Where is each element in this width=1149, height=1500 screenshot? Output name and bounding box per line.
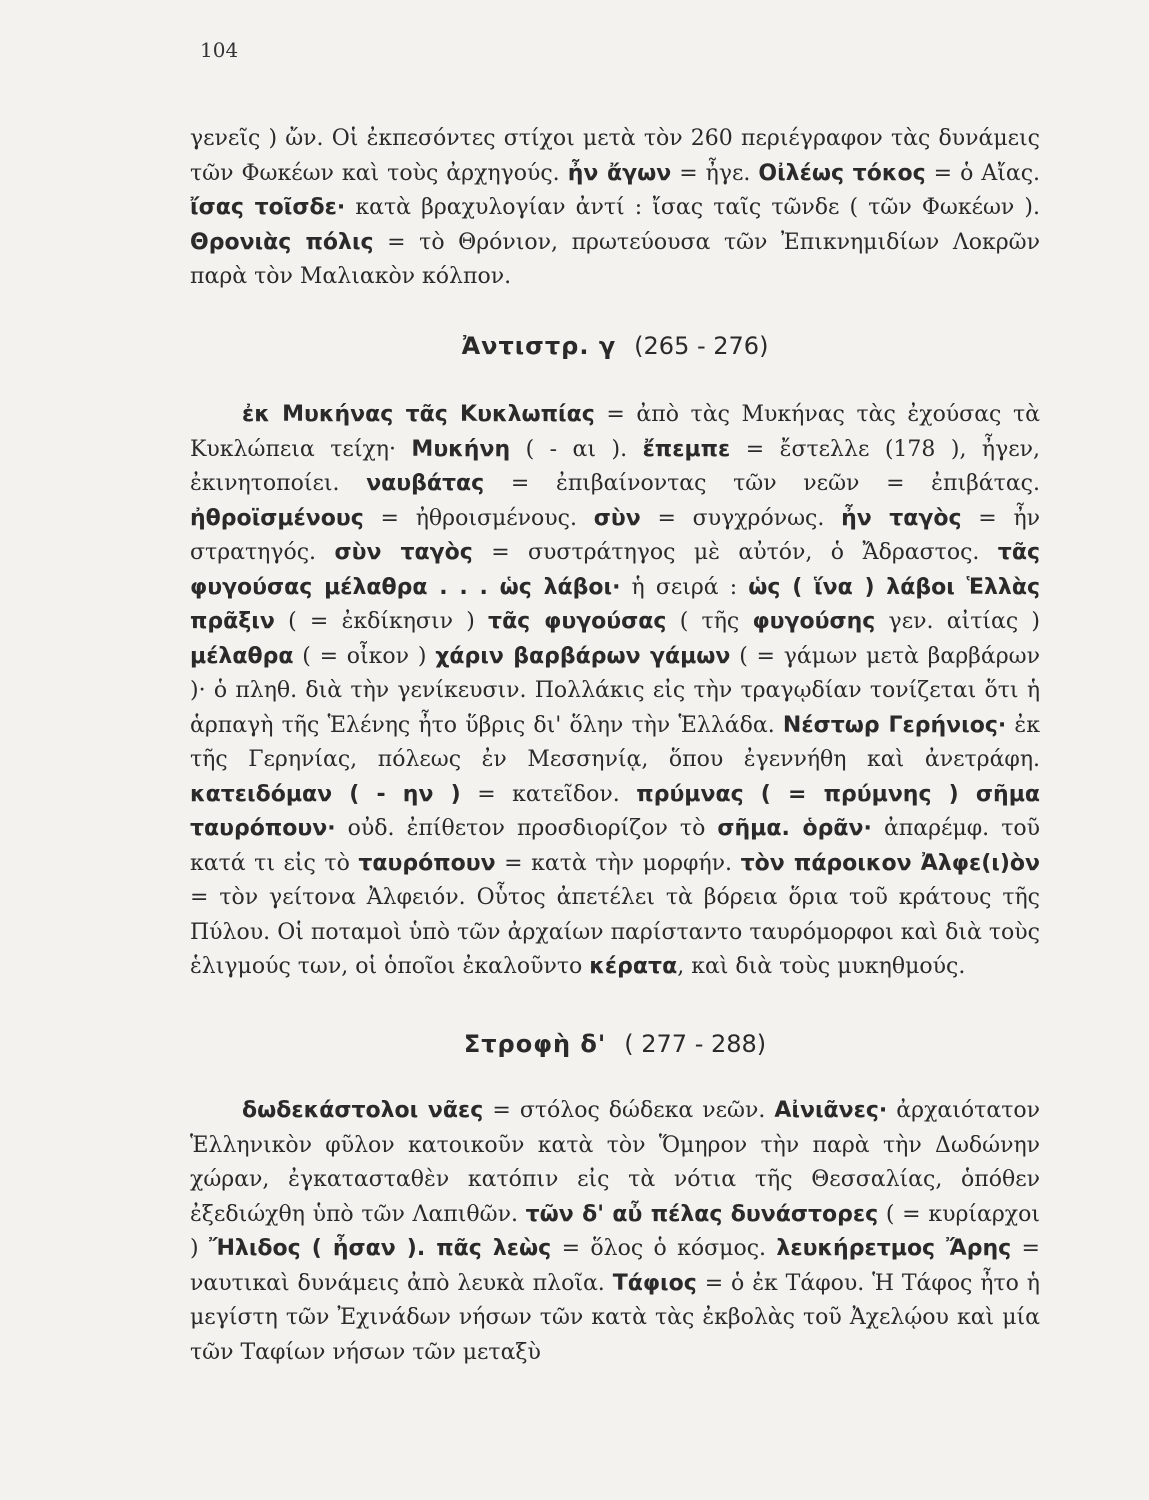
text-run: ἀρχαιότατον Ἑλληνικὸν φῦλον κατοικοῦν κατὰ τὸν Ὅμηρον τὴν παρὰ τὴν Δωδώνην χώραν, ἐγκατασταθὲν κατόπιν εἰς τὰ νότια τῆς Θεσσαλίας, ὁπόθεν ἐξεδιώχθη ὑπὸ τῶν Λαπιθῶν.	[190, 1098, 1040, 1227]
text-run: = ὅλος ὁ κόσμος.	[551, 1236, 777, 1261]
paragraph-2-text	[190, 398, 1040, 985]
text-run: = ἠθροισμένους.	[363, 505, 594, 531]
text-run: = ἐπιβαίνοντας τῶν νεῶν = ἐπιβάτας.	[484, 471, 1040, 496]
section-heading-strophe	[190, 1030, 1040, 1058]
bold-term: χάριν βαρβάρων γάμων	[435, 643, 731, 669]
paragraph-1	[190, 122, 1040, 295]
bold-term: φυγούσης	[752, 609, 876, 634]
text-run: = ἦγε.	[671, 160, 759, 186]
text-run: = τὸν γείτονα Ἀλφειόν. Οὗτος ἀπετέλει τὰ βόρεια ὅρια τοῦ κράτους τῆς Πύλου. Οἱ ποταμοὶ ὑπὸ τῶν ἀρχαίων παρίσταντο ταυρόμορφοι καὶ διὰ τοὺς ἑλιγμούς των, οἱ ὁποῖοι ἐκαλοῦντο	[190, 885, 1040, 979]
heading-title: Ἀντιστρ. γ	[461, 332, 617, 360]
text-run: γενεῖς ) ὤν. Οἱ ἐκπεσόντες στίχοι μετὰ τὸν 260 περιέγραφον τὰς δυνάμεις τῶν Φωκέων καὶ τοὺς ἀρχηγούς.	[190, 126, 1040, 186]
bold-term: Ἤλιδος ( ἦσαν ). πᾶς λεὼς	[208, 1236, 552, 1261]
page-number: 104	[200, 38, 239, 62]
text-run: ( = ἐκδίκησιν )	[274, 609, 489, 634]
paragraph-2	[190, 398, 1040, 985]
text-run: = ὁ Αἴας.	[925, 160, 1041, 186]
text-run: = κατεῖδον.	[460, 781, 637, 807]
text-run: κατὰ βραχυλογίαν ἀντί : ἴσας ταῖς τῶνδε ( τῶν Φωκέων ).	[345, 195, 1040, 220]
bold-term: Θρονιὰς πόλις	[190, 229, 374, 255]
bold-term: λευκήρετμος Ἄρης	[776, 1236, 1012, 1261]
text-run: , καὶ διὰ τοὺς μυκηθμούς.	[677, 954, 966, 979]
paragraph-3	[190, 1094, 1040, 1370]
bold-term: ἦν ἄγων	[567, 160, 672, 186]
bold-term: μέλαθρα	[190, 643, 294, 669]
text-run: ( = κυρίαρχοι )	[190, 1201, 1040, 1261]
paragraph-3-text	[190, 1094, 1040, 1370]
text-run: ἀπαρέμφ. τοῦ κατά τι εἰς τὸ	[190, 816, 1041, 876]
text-run: = στόλος δώδεκα νεῶν.	[483, 1098, 775, 1123]
text-run: ἐκ τῆς Γερηνίας, πόλεως ἐν Μεσσηνίᾳ, ὅπου ἐγεννήθη καὶ ἀνετράφη.	[190, 712, 1040, 772]
text-run: = κατὰ τὴν μορφήν.	[495, 850, 741, 876]
paragraph-1-text	[190, 122, 1040, 295]
bold-term: ἔπεμπε	[642, 436, 731, 462]
bold-term: Νέστωρ Γερήνιος·	[782, 712, 1007, 738]
text-run: = συγχρόνως.	[640, 505, 842, 531]
bold-term: Μυκήνη	[411, 436, 511, 462]
bold-term: κατειδόμαν ( - ην )	[190, 781, 461, 807]
text-run: = συστράτηγος μὲ αὐτόν, ὁ Ἄδραστος.	[472, 540, 998, 565]
bold-term: ἦν ταγὸς	[841, 505, 962, 531]
bold-term: ἠθροϊσμένους	[190, 505, 364, 531]
bold-term: σὺν ταγὸς	[334, 540, 473, 565]
bold-term: πρύμνας ( = πρύμνης ) σῆμα ταυρόπουν·	[190, 781, 1040, 841]
bold-term: τὸν πάροικον Ἀλφε(ι)ὸν	[740, 850, 1040, 876]
text-run: = ὁ ἐκ Τάφου. Ἡ Τάφος ἦτο ἡ μεγίστη τῶν Ἐχινάδων νήσων τῶν κατὰ τὰς ἐκβολὰς τοῦ Ἀχελῴου καὶ μία τῶν Ταφίων νήσων τῶν μεταξὺ	[190, 1270, 1040, 1365]
bold-term: κέρατα	[589, 954, 678, 979]
bold-term: ἐκ Μυκήνας τᾶς Κυκλωπίας	[242, 402, 595, 427]
text-run: = τὸ Θρόνιον, πρωτεύουσα τῶν Ἐπικνημιδίων Λοκρῶν παρὰ τὸν Μαλιακὸν κόλπον.	[190, 229, 1040, 289]
text-run: ( - αι ).	[510, 436, 643, 462]
text-run: ( = οἶκον )	[293, 643, 436, 669]
bold-term: τᾶς φυγούσας	[488, 609, 667, 634]
bold-term: ταυρόπουν	[358, 850, 496, 876]
heading-title: Στροφὴ δ'	[463, 1030, 607, 1058]
bold-term: τῶν δ' αὖ πέλας δυνάστορες	[525, 1201, 879, 1227]
section-heading-antistrophe	[190, 332, 1040, 360]
text-run: = ἔστελλε (178 ), ἦγεν, ἐκινητοποίει.	[190, 436, 1040, 496]
text-run: = ἦν στρατηγός.	[190, 505, 1041, 565]
text-run: οὐδ. ἐπίθετον προσδιορίζον τὸ	[335, 816, 718, 841]
bold-term: δωδεκάστολοι νᾶες	[242, 1098, 484, 1123]
bold-term: ὡς ( ἵνα ) λάβοι Ἑλλὰς πρᾶξιν	[190, 574, 1041, 634]
heading-range: ( 277 - 288)	[624, 1030, 767, 1058]
bold-term: Αἰνιᾶνες·	[774, 1098, 888, 1123]
text-run: ἡ σειρά :	[620, 574, 749, 600]
bold-term: ναυβάτας	[366, 471, 485, 496]
bold-term: Τάφιος	[612, 1270, 697, 1296]
bold-term: ἴσας τοῖσδε·	[190, 195, 346, 220]
bold-term: Οἰλέως τόκος	[758, 160, 926, 186]
bold-term: σὺν	[593, 505, 641, 531]
bold-term: σῆμα. ὁρᾶν·	[717, 816, 872, 841]
text-run: = ναυτικαὶ δυνάμεις ἀπὸ λευκὰ πλοῖα.	[190, 1236, 1040, 1296]
text-run: γεν. αἰτίας )	[875, 609, 1040, 634]
text-run: ( = γάμων μετὰ βαρβάρων )· ὁ πληθ. διὰ τὴν γενίκευσιν. Πολλάκις εἰς τὴν τραγῳδίαν τονίζεται ὅτι ἡ ἁρπαγὴ τῆς Ἑλένης ἦτο ὕβρις δι' ὅλην τὴν Ἑλλάδα.	[190, 643, 1040, 738]
heading-range: (265 - 276)	[634, 332, 769, 360]
bold-term: τᾶς φυγούσας μέλαθρα . . . ὡς λάβοι·	[190, 540, 1040, 600]
text-run: ( τῆς	[666, 609, 753, 634]
text-run: = ἀπὸ τὰς Μυκήνας τὰς ἐχούσας τὰ Κυκλώπεια τείχη·	[190, 402, 1041, 462]
